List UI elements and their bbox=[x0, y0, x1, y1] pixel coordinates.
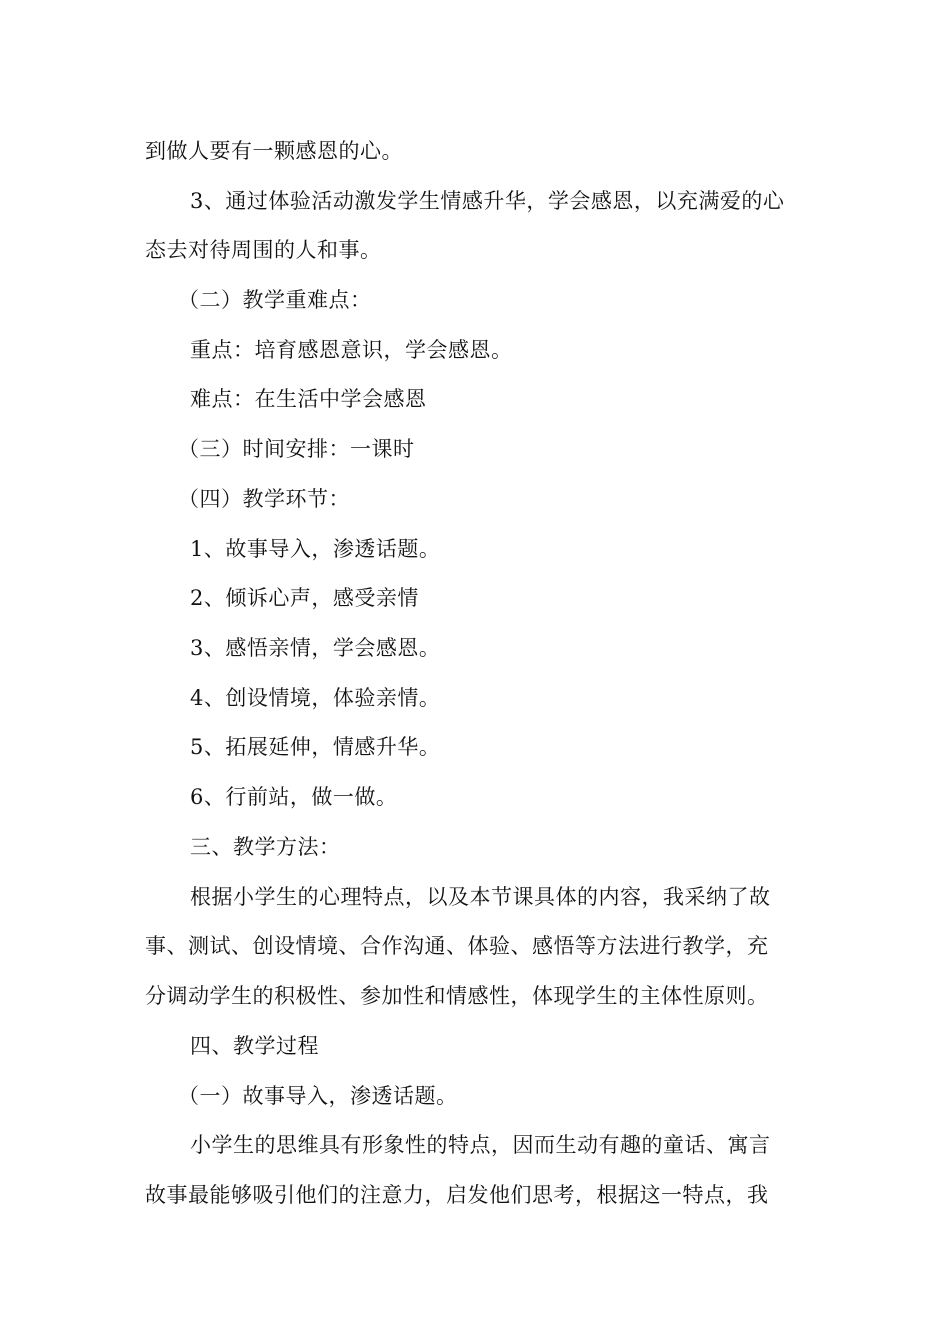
section-heading: （三）时间安排：一课时 bbox=[178, 437, 415, 461]
text-line: 分调动学生的积极性、参加性和情感性，体现学生的主体性原则。 bbox=[145, 984, 769, 1008]
section-heading: 四、教学过程 bbox=[190, 1034, 319, 1058]
text-line: 事、测试、创设情境、合作沟通、体验、感悟等方法进行教学，充 bbox=[145, 934, 769, 958]
section-heading: 三、教学方法： bbox=[190, 835, 341, 859]
section-heading: （一）故事导入，渗透话题。 bbox=[178, 1084, 458, 1108]
text-line: 难点：在生活中学会感恩 bbox=[190, 387, 427, 411]
list-item: 6、行前站，做一做。 bbox=[190, 785, 398, 809]
text-line: 态去对待周围的人和事。 bbox=[145, 238, 382, 262]
list-item: 4、创设情境，体验亲情。 bbox=[190, 686, 441, 710]
text-line: 小学生的思维具有形象性的特点，因而生动有趣的童话、寓言 bbox=[190, 1133, 771, 1157]
text-line: 故事最能够吸引他们的注意力，启发他们思考，根据这一特点，我 bbox=[145, 1183, 769, 1207]
text-line: 根据小学生的心理特点，以及本节课具体的内容，我采纳了故 bbox=[190, 885, 771, 909]
list-item: 5、拓展延伸，情感升华。 bbox=[190, 735, 441, 759]
list-item: 3、感悟亲情，学会感恩。 bbox=[190, 636, 441, 660]
section-heading: （四）教学环节： bbox=[178, 487, 350, 511]
section-heading: （二）教学重难点： bbox=[178, 288, 372, 312]
text-line: 到做人要有一颗感恩的心。 bbox=[145, 139, 403, 163]
text-line: 重点：培育感恩意识，学会感恩。 bbox=[190, 338, 513, 362]
list-item: 2、倾诉心声，感受亲情 bbox=[190, 586, 419, 610]
list-item: 1、故事导入，渗透话题。 bbox=[190, 537, 441, 561]
text-line: 3、通过体验活动激发学生情感升华，学会感恩，以充满爱的心 bbox=[190, 189, 785, 213]
